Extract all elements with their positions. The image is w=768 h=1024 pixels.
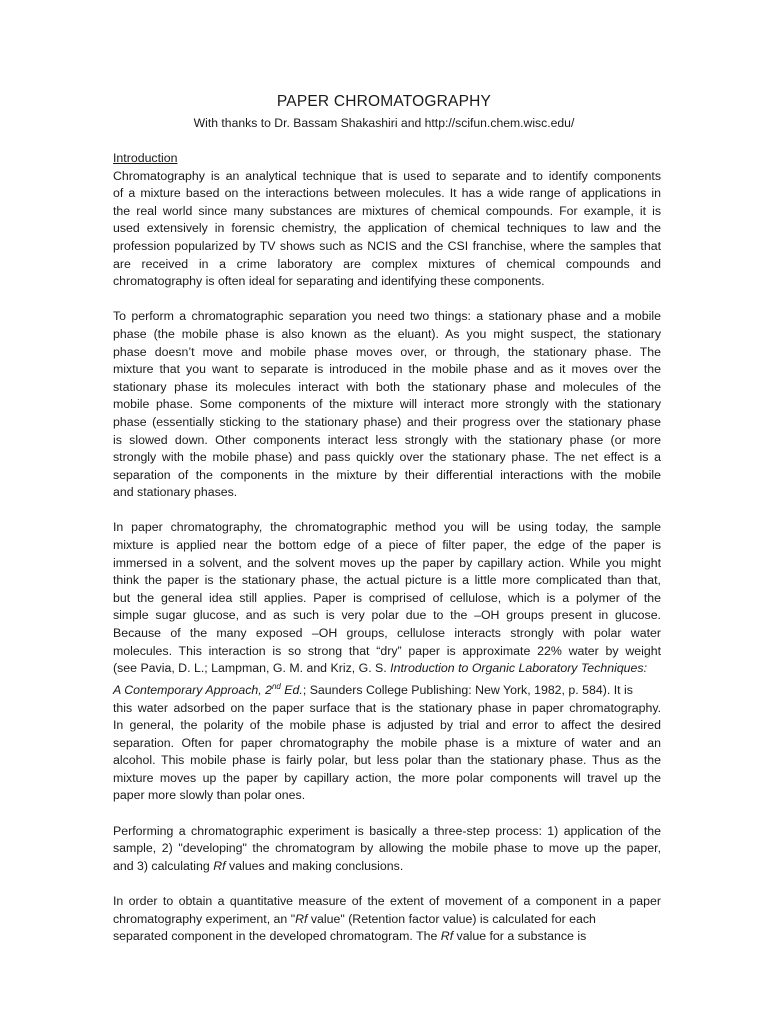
citation-edition-superscript: nd [271, 681, 281, 691]
citation-book-subtitle: A Contemporary Approach [113, 682, 259, 697]
text-line: Because of the many exposed –OH groups, cellulose interacts strongly with polar water [113, 626, 661, 641]
text-run: value" (Retention factor value) is calculated for each [307, 911, 596, 926]
text-line: think the paper is the stationary phase, the actual picture is a little more complicated than that, [113, 573, 661, 588]
text-line: In order to obtain a quantitative measure of the extent of movement of a component in a paper [113, 894, 661, 909]
text-line: separation. Often for paper chromatography the mobile phase is a mixture of water and an [113, 735, 661, 750]
text-line: strongly with the mobile phase) and pass quickly over the stationary phase. The net effect is a [113, 450, 661, 465]
rf-term: Rf [440, 929, 454, 944]
text-line: separation of the components in the mixture by their differential interactions with the mobile [113, 467, 661, 482]
citation-line-2 [113, 678, 661, 700]
text-line: phase (the mobile phase is also known as the eluant). As you might suspect, the stationary [113, 326, 661, 341]
text-line: are received in a crime laboratory are complex mixtures of chemical compounds and [113, 256, 661, 271]
text-line: chromatography is often ideal for separating and identifying these components. [113, 274, 545, 289]
text-line: phase (essentially sticking to the stationary phase) and their progress over the stationary phase [113, 414, 661, 429]
text-line: molecules. This interaction is so strong that “dry” paper is approximate 22% water by weight [113, 643, 661, 658]
text-line: In paper chromatography, the chromatographic method you will be using today, the sample [113, 520, 661, 535]
document-subtitle: With thanks to Dr. Bassam Shakashiri and http://scifun.chem.wisc.edu/ [193, 116, 575, 130]
text-line: and stationary phases. [113, 485, 238, 500]
text-line: Chromatography is an analytical technique that is used to separate and to identify components [113, 168, 661, 183]
citation-text: (see Pavia, D. L.; Lampman, G. M. and Kriz, G. S. [113, 661, 391, 676]
section-heading-introduction: Introduction [113, 151, 178, 165]
text-line [113, 858, 661, 876]
text-line: immersed in a solvent, and the solvent moves up the paper by capillary action. While you might [113, 555, 661, 570]
text-line [113, 928, 661, 946]
citation-book-title: Introduction to Organic Laboratory Techniques: [390, 661, 648, 676]
text-line: used extensively in forensic chemistry, the application of chemical techniques to law and the [113, 221, 661, 236]
text-line: paper more slowly than polar ones. [113, 788, 306, 803]
text-line: but the general idea still applies. Paper is comprised of cellulose, which is a polymer of the [113, 590, 661, 605]
text-line: is slowed down. Other components interact less strongly with the stationary phase (or more [113, 432, 661, 447]
text-run: and 3) calculating [113, 858, 214, 873]
text-line: In general, the polarity of the mobile phase is adjusted by trial and error to affect the desired [113, 718, 661, 733]
text-line [113, 911, 661, 929]
rf-term: Rf [213, 858, 226, 873]
text-run: values and making conclusions. [225, 858, 404, 873]
rf-term: Rf [295, 911, 308, 926]
paragraph-1 [113, 168, 661, 291]
text-run: separated component in the developed chromatogram. The [113, 929, 441, 944]
text-run: value for a substance is [453, 929, 587, 944]
text-line: the real world since many substances are mixtures of chemical compounds. For example, it is [113, 203, 661, 218]
citation-edition-text: , 2 [258, 682, 272, 697]
text-line: mixture is applied near the bottom edge of a piece of filter paper, the edge of the paper is [113, 538, 661, 553]
document-title: PAPER CHROMATOGRAPHY [276, 93, 492, 110]
citation-edition-label: Ed. [280, 682, 303, 697]
text-line: stationary phase its molecules interact with both the stationary phase and molecules of the [113, 379, 661, 394]
citation-line-1 [113, 660, 661, 678]
text-line: this water adsorbed on the paper surface that is the stationary phase in paper chromatography. [113, 700, 661, 715]
text-run: chromatography experiment, an " [113, 911, 296, 926]
paragraph-2 [113, 308, 661, 502]
text-line: Performing a chromatographic experiment is basically a three-step process: 1) application of the [113, 823, 661, 838]
text-line: profession popularized by TV shows such as NCIS and the CSI franchise, where the samples that [113, 238, 661, 253]
text-line: phase doesn’t move and mobile phase moves over, or through, the stationary phase. The [113, 344, 661, 359]
citation-publisher: ; Saunders College Publishing: New York, 1982, p. 584). It is [302, 682, 633, 697]
text-line: mixture moves up the paper by capillary action, the more polar components will travel up the [113, 770, 661, 785]
text-line: alcohol. This mobile phase is fairly polar, but less polar than the stationary phase. Thus as the [113, 753, 661, 768]
paragraph-4 [113, 823, 661, 876]
paragraph-3 [113, 519, 661, 805]
paragraph-5 [113, 893, 661, 946]
text-line: simple sugar glucose, and as such is very polar due to the –OH groups present in glucose. [113, 608, 661, 623]
text-line: of a mixture based on the interactions between molecules. It has a wide range of applications in [113, 186, 661, 201]
text-line: mixture that you want to separate is introduced in the mobile phase and as it moves over the [113, 362, 661, 377]
text-line: sample, 2) "developing" the chromatogram by allowing the mobile phase to move up the paper, [113, 841, 661, 856]
text-line: To perform a chromatographic separation you need two things: a stationary phase and a mobile [113, 309, 661, 324]
text-line: mobile phase. Some components of the mixture will interact more strongly with the stationary [113, 397, 661, 412]
document-body [113, 150, 661, 946]
